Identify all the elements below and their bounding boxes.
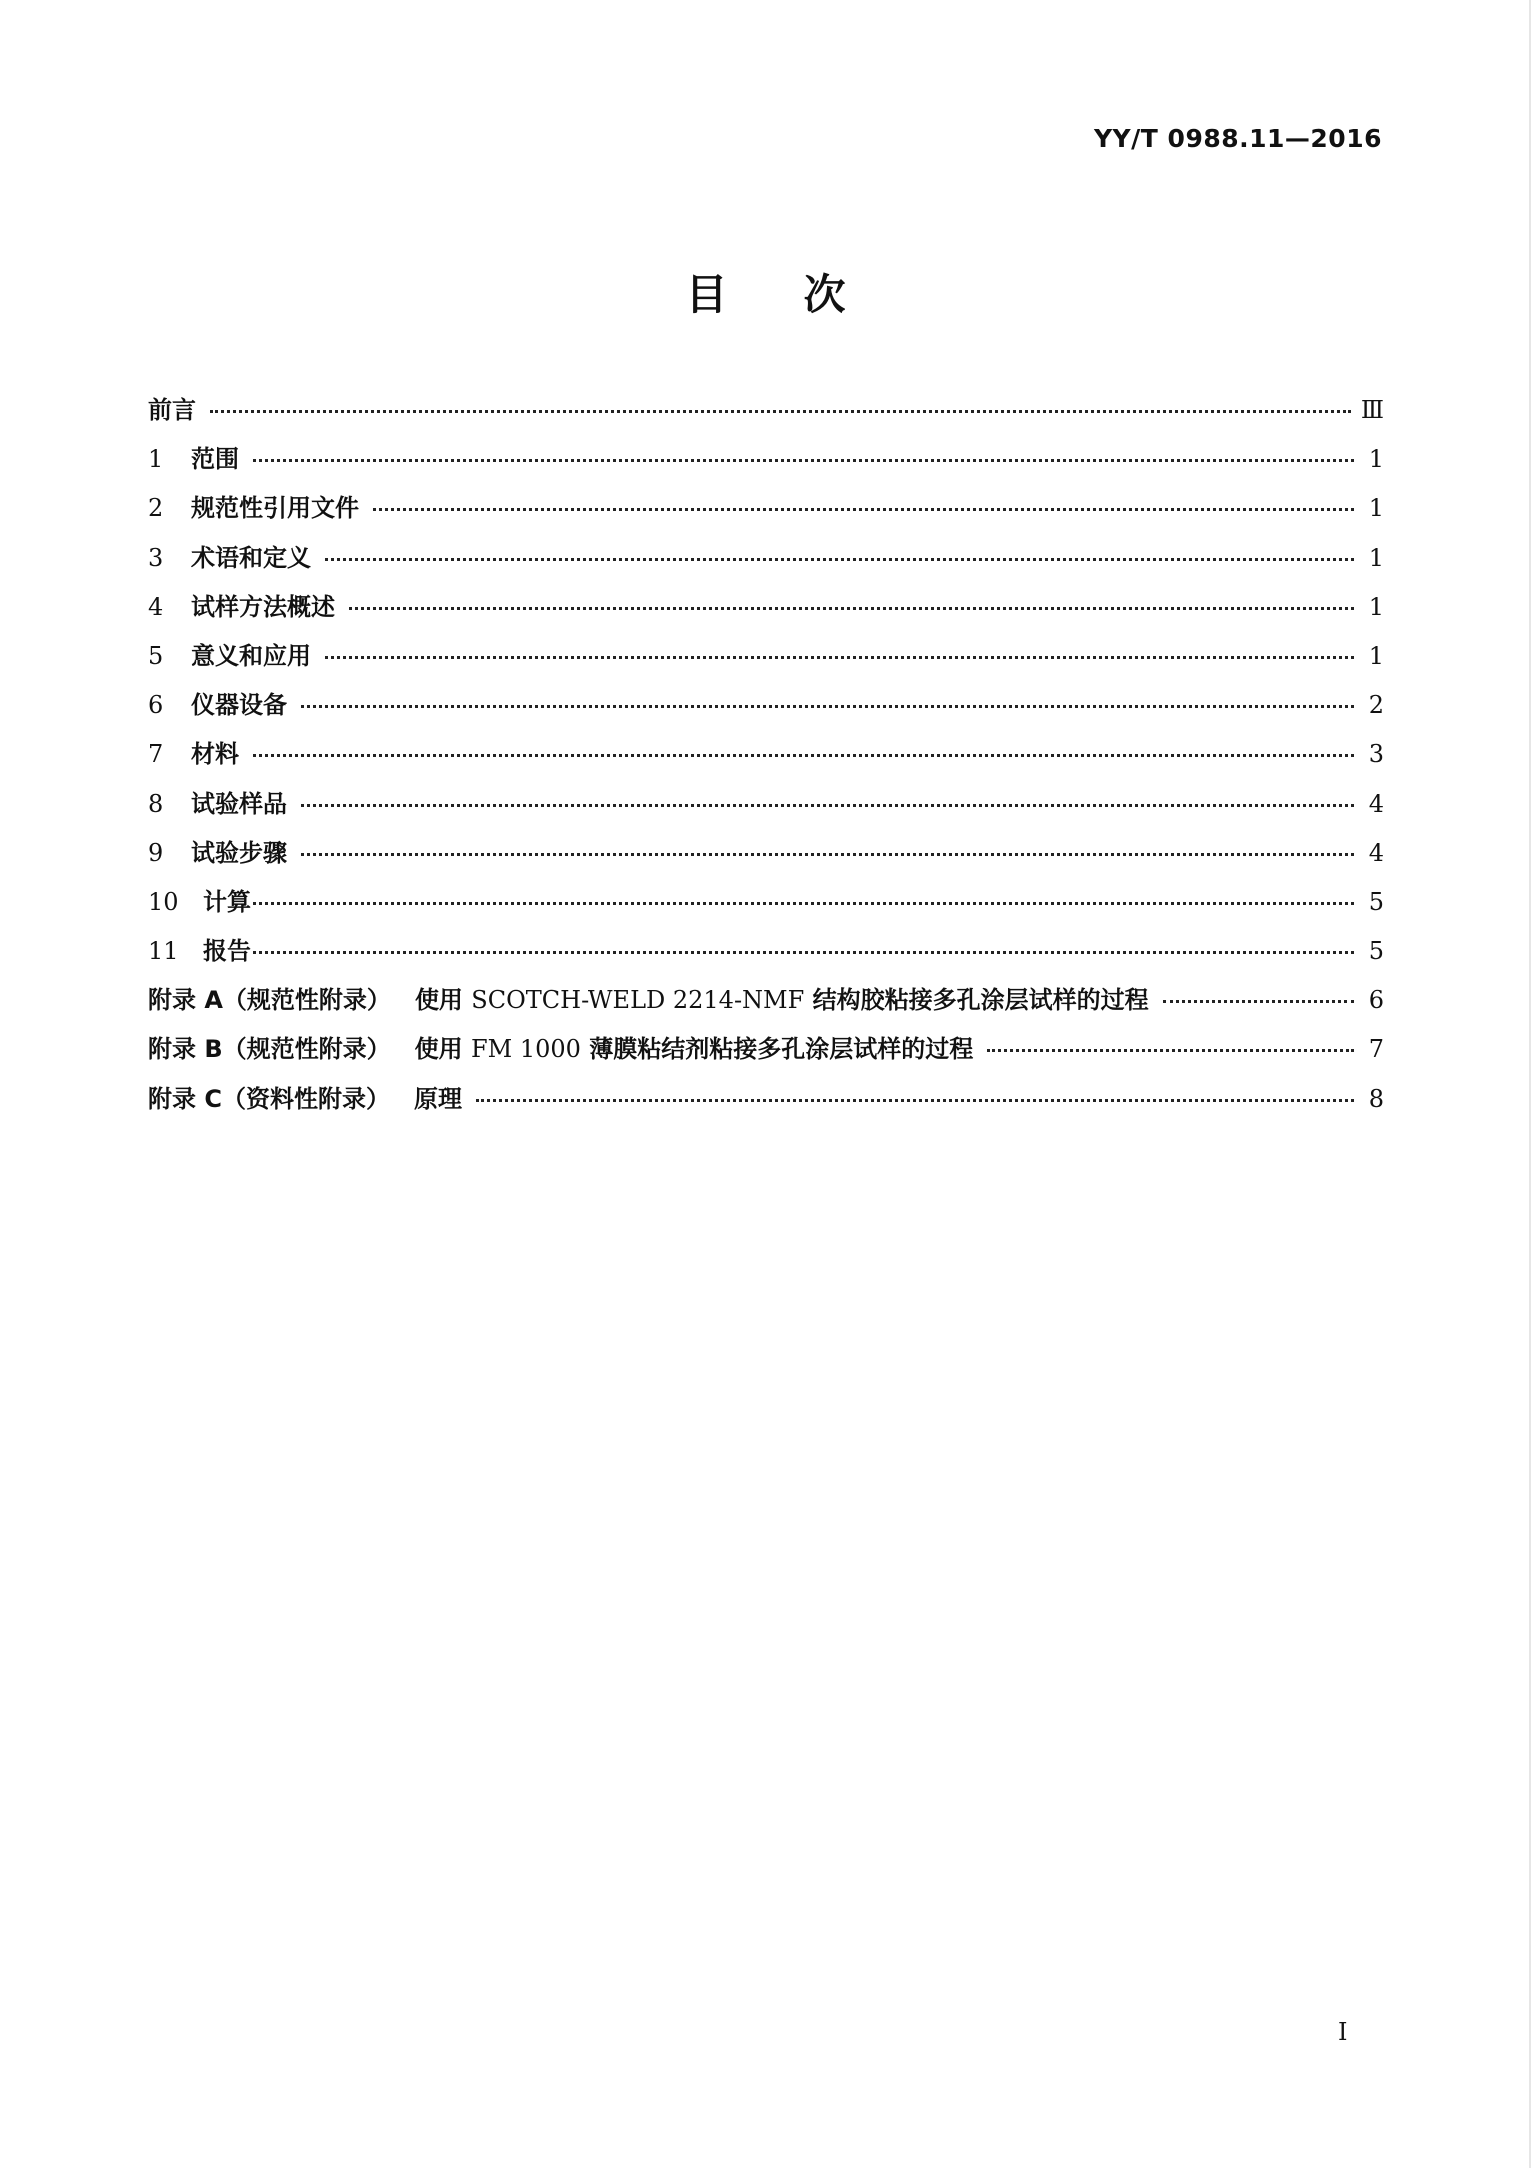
- dot-leader: [349, 607, 1354, 610]
- dot-leader: [987, 1049, 1354, 1052]
- toc-label: 前言: [148, 396, 196, 424]
- toc-label: 意义和应用: [191, 641, 311, 670]
- annex-title-prefix: 使用: [414, 1035, 472, 1064]
- toc-label: 术语和定义: [191, 543, 311, 572]
- toc-entry-2[interactable]: [148, 488, 1384, 537]
- title-char-2: 次: [803, 270, 846, 319]
- annex-heading: 附录 B（规范性附录）: [148, 1035, 391, 1064]
- toc-entry-1[interactable]: [148, 439, 1384, 488]
- annex-title-prefix: 使用: [414, 986, 472, 1015]
- toc-page-number: 1: [1368, 641, 1384, 670]
- toc-entry-9[interactable]: [148, 833, 1384, 882]
- toc-entry-annex-c[interactable]: [148, 1079, 1384, 1128]
- toc-label: 试验步骤: [191, 838, 287, 867]
- toc-entry-annex-b[interactable]: [148, 1029, 1384, 1078]
- dot-leader: [253, 754, 1354, 757]
- toc-label: 范围: [191, 445, 239, 474]
- dot-leader: [325, 558, 1354, 561]
- toc-page-number: 2: [1368, 691, 1384, 720]
- toc-label: 规范性引用文件: [191, 494, 359, 523]
- toc-entry-6[interactable]: [148, 685, 1384, 734]
- toc-label: 计算: [203, 887, 251, 916]
- table-of-contents: [148, 390, 1384, 1128]
- toc-page-number: 5: [1368, 937, 1384, 966]
- toc-page-number: 3: [1368, 740, 1384, 769]
- dot-leader: [301, 705, 1354, 708]
- toc-page-number: 1: [1368, 543, 1384, 572]
- annex-title: 薄膜粘结剂粘接多孔涂层试样的过程: [580, 1035, 974, 1064]
- toc-page-number: 5: [1368, 887, 1384, 916]
- toc-number: 11: [148, 937, 179, 966]
- toc-entry-foreword[interactable]: [148, 390, 1384, 439]
- toc-label: 仪器设备: [191, 691, 287, 720]
- toc-number: 8: [148, 789, 164, 818]
- toc-entry-11[interactable]: [148, 931, 1384, 980]
- toc-page-number: 4: [1368, 838, 1384, 867]
- toc-label: 试样方法概述: [191, 592, 335, 621]
- standard-code: YY/T 0988.11—2016: [1093, 124, 1382, 153]
- toc-number: 3: [148, 543, 164, 572]
- annex-product-name: SCOTCH-WELD 2214-NMF: [471, 986, 805, 1015]
- page-title: [0, 262, 1531, 318]
- toc-number: 6: [148, 691, 164, 720]
- dot-leader: [301, 804, 1354, 807]
- annex-heading: 附录 C（资料性附录）: [148, 1084, 390, 1113]
- annex-title: 结构胶粘接多孔涂层试样的过程: [804, 986, 1149, 1015]
- toc-entry-5[interactable]: [148, 636, 1384, 685]
- dot-leader: [476, 1099, 1354, 1102]
- toc-entry-10[interactable]: [148, 882, 1384, 931]
- toc-number: 1: [148, 445, 164, 474]
- toc-number: 5: [148, 641, 164, 670]
- page-number: I: [1338, 2018, 1348, 2046]
- toc-page-number: 7: [1368, 1035, 1384, 1064]
- toc-entry-8[interactable]: [148, 784, 1384, 833]
- toc-label: 试验样品: [191, 789, 287, 818]
- dot-leader: [253, 902, 1354, 905]
- toc-number: 7: [148, 740, 164, 769]
- dot-leader: [373, 508, 1354, 511]
- toc-label: 报告: [203, 937, 251, 966]
- toc-entry-4[interactable]: [148, 587, 1384, 636]
- annex-title: 原理: [413, 1084, 462, 1113]
- toc-number: 10: [148, 887, 179, 916]
- toc-page-number: 4: [1368, 789, 1384, 818]
- toc-page-number: 6: [1368, 986, 1384, 1015]
- dot-leader: [253, 951, 1354, 954]
- toc-number: 2: [148, 494, 164, 523]
- toc-page-number: 1: [1368, 592, 1384, 621]
- toc-page-number: 1: [1368, 445, 1384, 474]
- toc-page-number: Ⅲ: [1360, 396, 1384, 424]
- dot-leader: [301, 853, 1354, 856]
- toc-entry-3[interactable]: [148, 538, 1384, 587]
- annex-product-name: FM 1000: [471, 1035, 581, 1064]
- toc-entry-7[interactable]: [148, 734, 1384, 783]
- toc-page-number: 8: [1368, 1084, 1384, 1113]
- dot-leader: [210, 410, 1351, 413]
- toc-number: 4: [148, 592, 164, 621]
- title-char-1: 目: [685, 270, 728, 319]
- toc-number: 9: [148, 838, 164, 867]
- toc-entry-annex-a[interactable]: [148, 980, 1384, 1029]
- toc-page-number: 1: [1368, 494, 1384, 523]
- dot-leader: [325, 656, 1354, 659]
- dot-leader: [253, 459, 1354, 462]
- dot-leader: [1163, 1000, 1354, 1003]
- toc-label: 材料: [191, 740, 239, 769]
- annex-heading: 附录 A（规范性附录）: [148, 986, 391, 1015]
